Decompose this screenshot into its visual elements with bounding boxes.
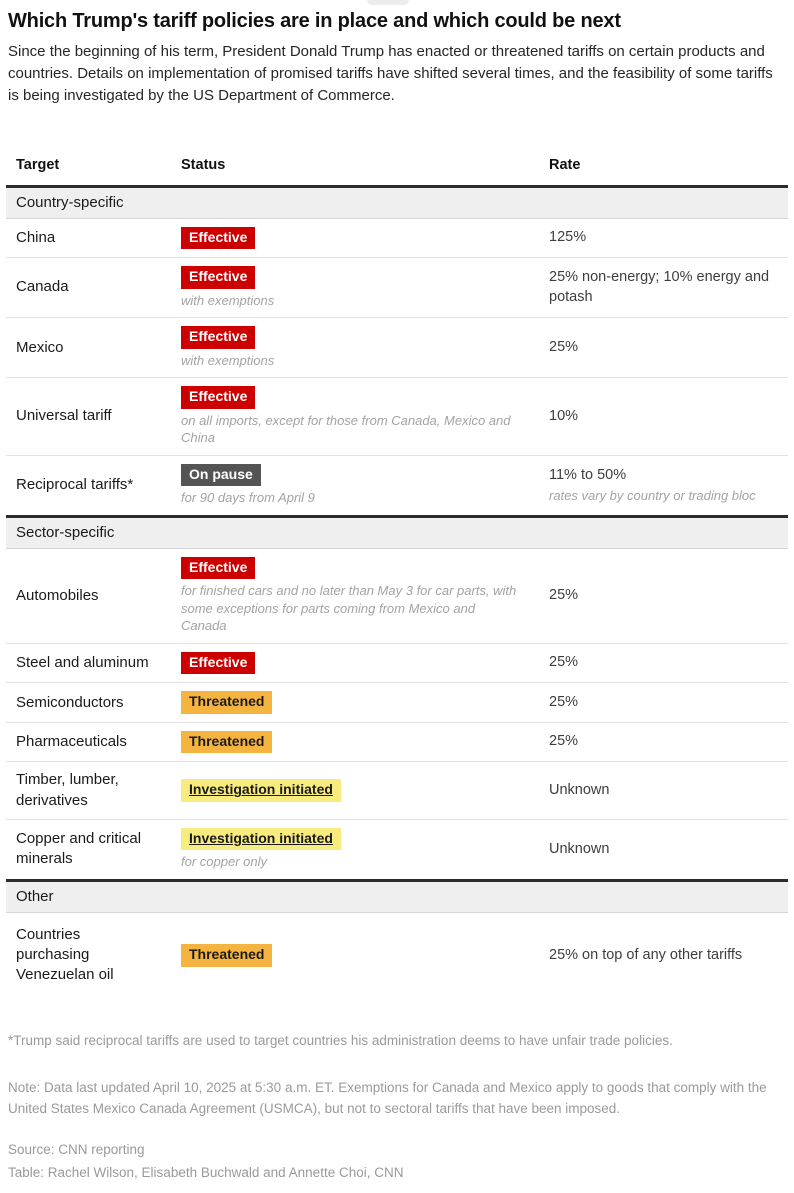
top-edge-artifact [367, 0, 409, 5]
status-cell [171, 227, 539, 250]
rate-cell [539, 407, 788, 427]
status-badge-investigation: Investigation initiated [181, 779, 341, 802]
rate-value: Unknown [549, 840, 610, 857]
section-header-country-specific: Country-specific [6, 185, 788, 219]
column-header-status: Status [181, 156, 226, 173]
status-cell [171, 386, 539, 447]
intro-paragraph: Since the beginning of his term, President Donald Trump has enacted or threatened tariffs on certain products and countries. Details on implementation of promised tariffs have shifted several times, and the feasibility of some tariffs is being investigated by the US Department of Commerce. [8, 43, 773, 105]
page-title: Which Trump's tariff policies are in place and which could be next [8, 10, 621, 32]
data-note: Note: Data last updated April 10, 2025 at 5:30 a.m. ET. Exemptions for Canada and Mexico apply to goods that comply with the United States Mexico Canada Agreement (USMCA), but not to sectoral tariffs that have been imposed. [8, 1079, 767, 1117]
rate-cell [539, 781, 788, 801]
table-row-china [6, 219, 788, 259]
target-cell: Mexico [16, 338, 64, 356]
status-badge-paused: On pause [181, 464, 261, 487]
rate-cell [539, 466, 788, 505]
table-row-pharmaceuticals [6, 723, 788, 763]
section-header-sector-specific: Sector-specific [6, 515, 788, 549]
status-cell [171, 828, 539, 871]
rate-value: 25% [549, 733, 579, 750]
status-cell [171, 557, 539, 635]
status-cell [171, 266, 539, 309]
status-detail: for 90 days from April 9 [181, 490, 315, 506]
target-cell: Pharmaceuticals [16, 733, 127, 751]
status-badge-effective: Effective [181, 652, 255, 675]
table-row-countries-purchasing-venezuelan-oil [6, 913, 788, 1006]
rate-value: 25% non-energy; 10% energy and potash [549, 269, 770, 305]
rate-cell [539, 228, 788, 248]
column-header-rate: Rate [549, 156, 581, 173]
status-detail: for copper only [181, 854, 267, 870]
table-row-universal-tariff [6, 378, 788, 456]
status-badge-effective: Effective [181, 227, 255, 250]
rate-value: Unknown [549, 781, 610, 798]
status-cell [171, 691, 539, 714]
table-row-canada [6, 258, 788, 318]
rate-value: 25% [549, 338, 579, 355]
status-badge-effective: Effective [181, 386, 255, 409]
rate-value: 11% to 50% [549, 466, 627, 483]
rate-cell [539, 586, 788, 606]
credit-line: Table: Rachel Wilson, Elisabeth Buchwald and Annette Choi, CNN [8, 1164, 404, 1180]
target-cell: Countries purchasing Venezuelan oil [16, 925, 114, 984]
rate-value: 25% [549, 693, 579, 710]
source-line: Source: CNN reporting [8, 1142, 145, 1158]
table-header-row [6, 144, 788, 185]
table-row-reciprocal-tariffs [6, 456, 788, 515]
status-detail: with exemptions [181, 292, 275, 308]
target-cell: Reciprocal tariffs* [16, 476, 134, 494]
table-row-mexico [6, 318, 788, 378]
target-cell: Semiconductors [16, 693, 124, 711]
status-cell [171, 731, 539, 754]
table-footer [8, 1032, 786, 1183]
status-cell [171, 944, 539, 967]
rate-cell [539, 693, 788, 713]
rate-cell [539, 268, 788, 307]
reciprocal-footnote: *Trump said reciprocal tariffs are used to target countries his administration deems to have unfair trade policies. [8, 1032, 673, 1048]
table-row-timber-lumber-derivatives [6, 762, 788, 820]
tariff-table [6, 144, 788, 1006]
column-header-target: Target [16, 156, 60, 173]
target-cell: Universal tariff [16, 407, 112, 425]
target-cell: Copper and critical minerals [16, 830, 142, 868]
rate-detail: rates vary by country or trading bloc [549, 488, 756, 504]
status-detail: with exemptions [181, 352, 275, 368]
status-cell [171, 779, 539, 802]
table-row-steel-and-aluminum [6, 644, 788, 684]
status-detail: for finished cars and no later than May 3 for car parts, with some exceptions for parts coming from Mexico and Canada [181, 583, 517, 634]
status-badge-effective: Effective [181, 557, 255, 580]
table-row-semiconductors [6, 683, 788, 723]
section-header-other: Other [6, 879, 788, 913]
rate-cell [539, 653, 788, 673]
rate-cell [539, 946, 788, 966]
rate-cell [539, 840, 788, 860]
target-cell: Timber, lumber, derivatives [16, 771, 119, 809]
target-cell: Steel and aluminum [16, 654, 149, 672]
target-cell: Canada [16, 278, 69, 296]
table-row-automobiles [6, 549, 788, 644]
status-cell [171, 652, 539, 675]
rate-value: 10% [549, 407, 579, 424]
status-detail: on all imports, except for those from Canada, Mexico and China [181, 412, 511, 446]
rate-value: 125% [549, 229, 587, 246]
status-badge-effective: Effective [181, 266, 255, 289]
status-badge-threatened: Threatened [181, 691, 272, 714]
status-badge-threatened: Threatened [181, 944, 272, 967]
rate-value: 25% on top of any other tariffs [549, 946, 743, 963]
rate-cell [539, 732, 788, 752]
target-cell: China [16, 228, 56, 246]
target-cell: Automobiles [16, 586, 99, 604]
status-badge-investigation: Investigation initiated [181, 828, 341, 851]
status-cell [171, 326, 539, 369]
table-row-copper-and-critical-minerals [6, 820, 788, 879]
rate-value: 25% [549, 587, 579, 604]
status-badge-threatened: Threatened [181, 731, 272, 754]
table-body [6, 185, 788, 1006]
rate-value: 25% [549, 654, 579, 671]
status-cell [171, 464, 539, 507]
status-badge-effective: Effective [181, 326, 255, 349]
rate-cell [539, 338, 788, 358]
